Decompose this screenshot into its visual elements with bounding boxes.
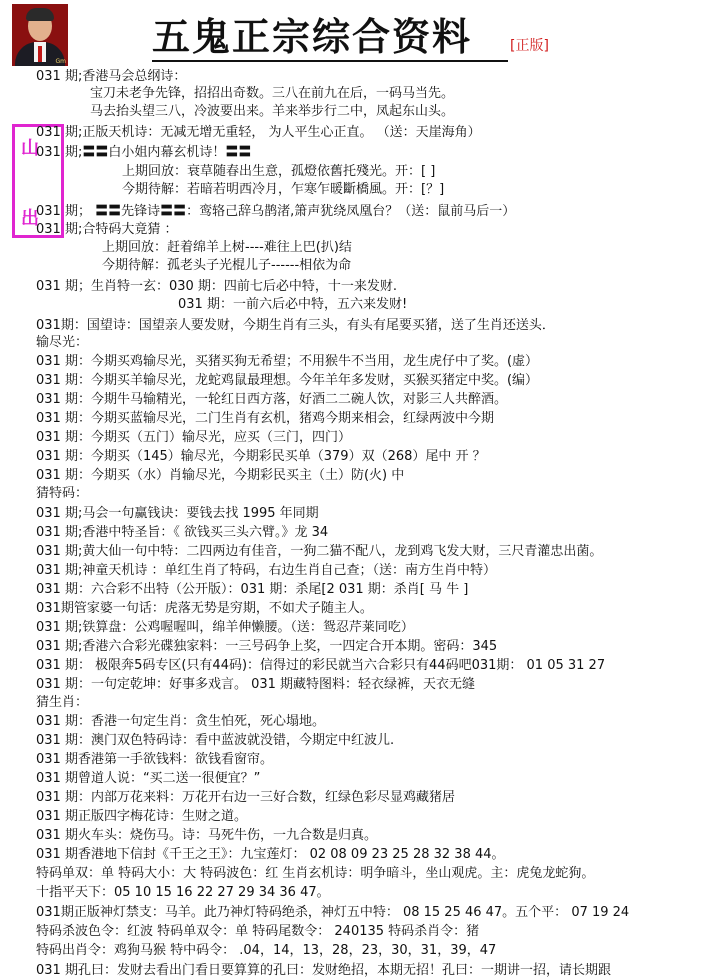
text-line: 031 期;正版天机诗：无减无增无重轻， 为人平生心正直。 （送：天崖海角） [36, 125, 481, 140]
text-line: 上期回放：赶着绵羊上树----难往上巴(扒)结 [102, 240, 352, 255]
text-line: 031 期：今期买羊输尽光，龙蛇鸡鼠最理想。今年羊年多发财，买猴买猪定中奖。(编） [36, 373, 539, 388]
text-line: 031 期曾道人说：“买二送一很便宜？” [36, 771, 261, 786]
text-line: 上期回放：衰草随春出生意，孤燈依舊托殘光。开：[ ] [122, 164, 436, 179]
text-line: 031 期：内部万花来料：万花开右边一三好合数，红绿色彩尽显鸡藏猪居 [36, 790, 455, 805]
text-line: 031 期香港地下信封《千王之王》：九宝莲灯： 02 08 09 23 25 28 32 38 44。 [36, 847, 505, 862]
text-line: 特码出肖令：鸡狗马猴 特中码令： .04，14，13，28，23，30，31，39，47 [36, 943, 497, 958]
text-line: 031 期;香港六合彩光碟独家料：一三号码争上奖，一四定合开本期。密码：345 [36, 639, 498, 654]
text-line: 031 期；生肖特一玄：030 期：四前七后必中特，十一来发财. [36, 279, 398, 294]
text-line: 猜特码： [36, 486, 89, 501]
text-line: 031 期孔曰：发财去看出门看日要算算的孔曰：发财绝招，本期无招！孔曰：一期讲一招，请长期跟 [36, 963, 611, 978]
text-line: 031 期：六合彩不出特（公开版）：031 期：杀尾[2 031 期：杀肖[ 马 牛 ] [36, 582, 469, 597]
text-line: 031 期： 极限奔5码专区(只有44码)：信得过的彩民就当六合彩只有44码吧031期： 01 05 31 27 [36, 658, 606, 673]
portrait-photo [12, 4, 68, 66]
text-line: 031 期;神童天机诗 ：单红生肖了特码，右边生肖自己查；（送：南方生肖中特） [36, 563, 496, 578]
side-mark: 山 [21, 138, 39, 159]
text-line: 031 期;黄大仙一句中特：二四两边有佳音，一狗二猫不配八，龙到鸡飞发大财，三尺青灌忠出菌。 [36, 544, 603, 559]
text-line: 特码杀波色令：红波 特码单双令：单 特码尾数令： 240135 特码杀肖令：猪 [36, 924, 480, 939]
portrait-caption: Gm [55, 58, 66, 65]
text-line: 031 期;香港中特圣旨：《 欲钱买三头六臂。》龙 34 [36, 525, 329, 540]
text-line: 031 期：今期买（水）肖输尽光，今期彩民买主（土）防(火) 中 [36, 468, 405, 483]
side-mark: 出 [21, 208, 39, 229]
text-line: 031 期;合特码大竟猜 ： [36, 222, 178, 237]
text-line: 猜生肖： [36, 695, 89, 710]
text-line: 031 期：香港一句定生肖：贪生怕死，死心塌地。 [36, 714, 325, 729]
text-line: 031 期：今期买蓝输尽光，二门生肖有玄机，猪鸡今期来相会，红绿两波中今期 [36, 411, 494, 426]
page-title: 五鬼正宗综合资料 [152, 14, 473, 59]
text-line: 031 期;马会一句赢钱诀：要钱去找 1995 年同期 [36, 506, 319, 521]
text-line: 十指平天下：05 10 15 16 22 27 29 34 36 47。 [36, 885, 330, 900]
text-line: 031 期：今期买鸡输尽光，买猪买狗无希望；不用猴牛不当用，龙生虎仔中了奖。(虚） [36, 354, 539, 369]
portrait-hair [26, 8, 54, 21]
text-line: 031期：国望诗：国望亲人要发财，今期生肖有三头，有头有尾要买猪，送了生肖还送头． [36, 318, 555, 333]
text-line: 031 期：今期牛马输精光，一轮红日西方落，好酒二二碗人饮，对影三人共醉酒。 [36, 392, 507, 407]
text-line: 031 期； 〓〓先锋诗〓〓：鸾辂己辞乌鹊渚,箫声犹绕凤凰台？（送：鼠前马后一） [36, 204, 516, 219]
text-line: 031 期：一句定乾坤：好事多戏言。 031 期藏特图料：轻衣绿裤，天衣无缝 [36, 677, 476, 692]
text-line: 031期管家婆一句话：虎落无势是穷期，不如犬子随主人。 [36, 601, 373, 616]
header [0, 0, 720, 68]
text-line: 031 期;铁算盘：公鸡喔喔叫，绵羊伸懒腰。（送：鸳忍芹莱同吃） [36, 620, 414, 635]
text-line: 031 期火车头：烧伤马。诗：马死牛伤，一九合数是归真。 [36, 828, 377, 843]
text-line: 今期待解：若暗若明西冷月，乍寒乍暖斷橋風。开：[？] [122, 182, 445, 197]
text-line: 031 期;香港马会总纲诗： [36, 69, 187, 84]
text-line: 输尽光： [36, 335, 89, 350]
text-line: 031 期正版四字梅花诗：生财之道。 [36, 809, 247, 824]
text-line: 031 期：一前六后必中特，五六来发财! [178, 297, 408, 312]
text-line: 031 期;〓〓白小姐内幕玄机诗！〓〓 [36, 145, 252, 160]
text-line: 031 期：澳门双色特码诗：看中蓝波就没错，今期定中红波儿. [36, 733, 395, 748]
edition-badge: [正版] [510, 38, 549, 54]
text-line: 马去抬头望三八，冷波要出来。羊来举步行二中，凤起东山头。 [90, 104, 455, 119]
title-underline [152, 60, 508, 62]
text-line: 今期待解：孤老头子光棍儿子------相依为命 [102, 258, 352, 273]
text-line: 031 期香港第一手欲钱料：欲钱看窗帘。 [36, 752, 273, 767]
text-line: 031 期：今期买（五门）输尽光，应买（三门，四门） [36, 430, 351, 445]
text-line: 031 期：今期买（145）输尽光，今期彩民买单（379）双（268）尾中 开 ？ [36, 449, 486, 464]
text-line: 特码单双：单 特码大小：大 特码波色：红 生肖玄机诗：明争暗斗，坐山观虎。主：虎兔龙蛇狗。 [36, 866, 595, 881]
text-line: 031期正版神灯禁支：马羊。此乃神灯特码绝杀，神灯五中特： 08 15 25 46 47。五个平： 07 19 24 [36, 905, 630, 920]
text-line: 宝刀未老争先锋，招招出奇数。三八在前九在后，一码马当先。 [90, 86, 455, 101]
